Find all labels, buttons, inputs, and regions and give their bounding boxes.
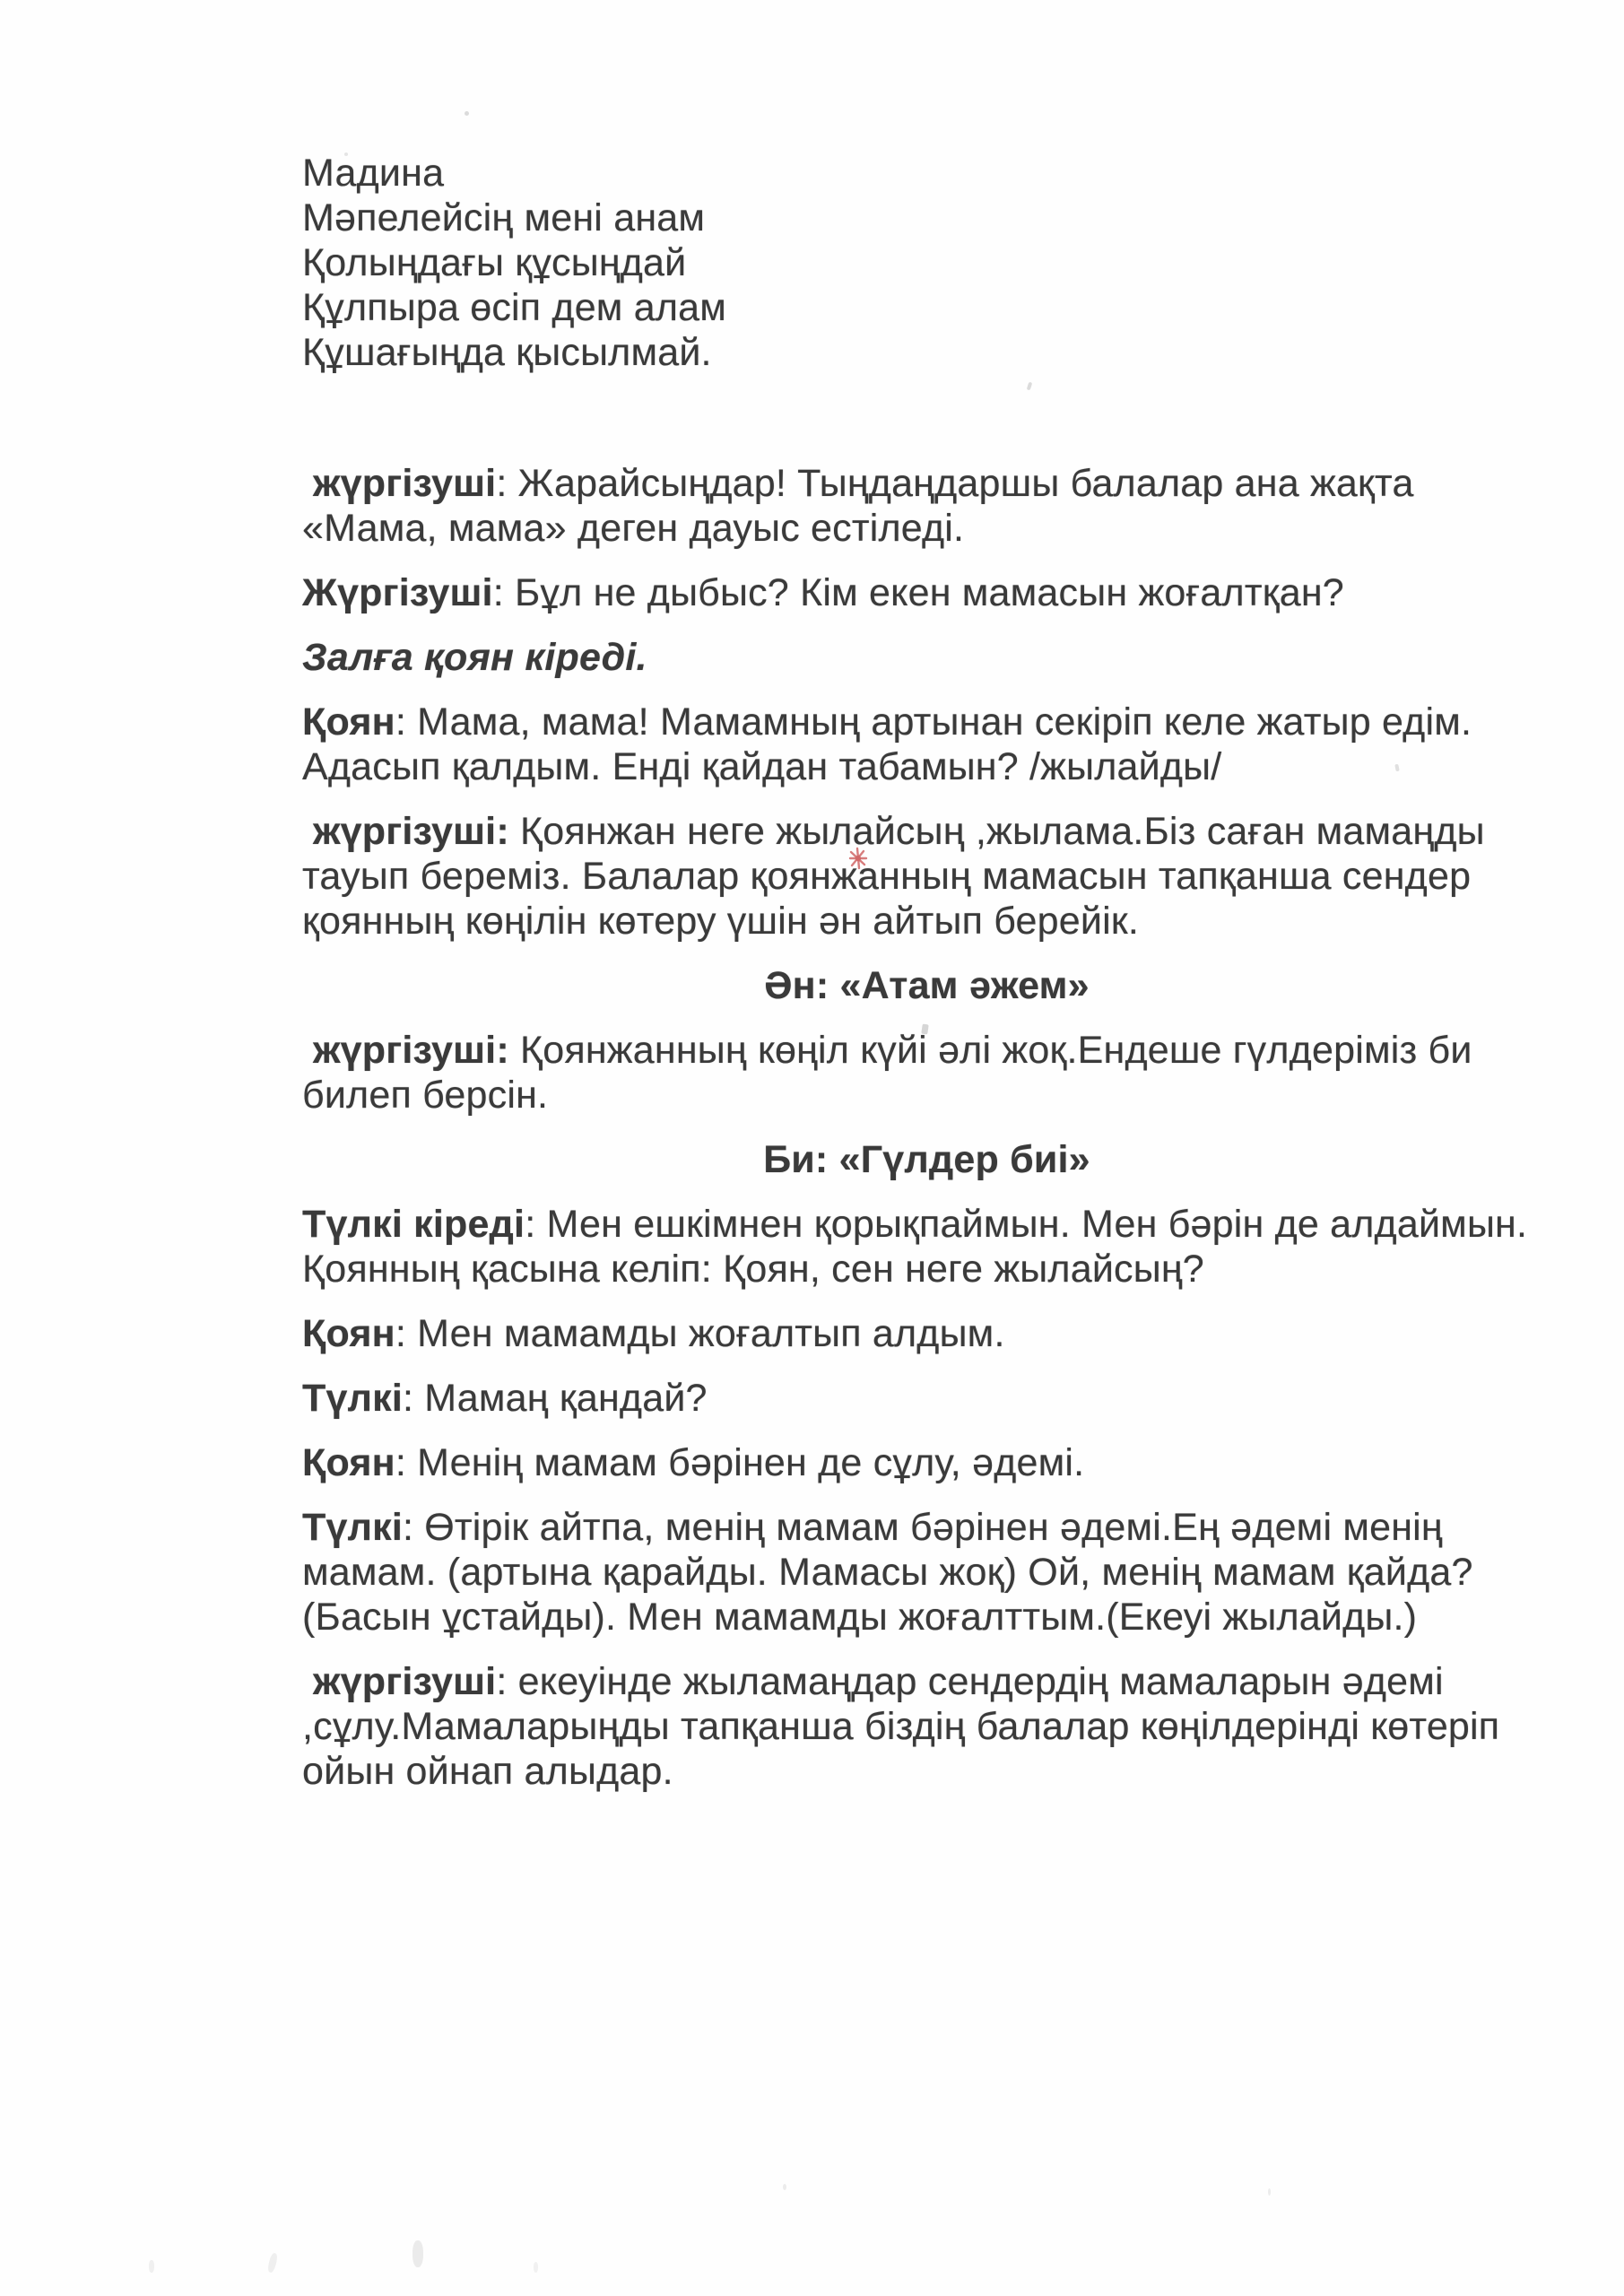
dialog-text: : Мама, мама! Мамамның артынан секіріп келе жатыр едім. Адасып қалдым. Енді қайдан табамын? /жылайды/ — [302, 700, 1472, 788]
scan-smudge — [149, 2260, 154, 2273]
dialog-fox-brags — [302, 1505, 1551, 1639]
dance-heading: Би: «Гүлдер биі» — [763, 1138, 1090, 1181]
speaker-name: Түлкі кіреді — [302, 1203, 525, 1246]
dialog-host-dance-intro — [302, 1028, 1551, 1118]
dialog-rabbit-lost — [302, 1311, 1551, 1356]
speaker-name: жүргізуші — [313, 462, 497, 505]
speaker-name: Түлкі — [302, 1506, 403, 1549]
scan-speck — [1268, 2188, 1271, 2196]
dialog-text: : Менің мамам бәрінен де сұлу, әдемі. — [395, 1441, 1085, 1484]
dialog-rabbit — [302, 700, 1551, 789]
speaker-name: жүргізуші: — [313, 810, 509, 853]
stage-direction: Залға қоян кіреді. — [302, 636, 647, 679]
scan-smudge — [534, 2262, 538, 2273]
scan-smudge — [266, 2252, 278, 2273]
dialog-text: : екеуінде жыламаңдар сендердің мамаларын әдемі ,сұлу.Мамаларыңды тапқанша біздің балалар көңілдерінді көтеріп ойын ойнап алыдар. — [302, 1660, 1500, 1793]
speaker-name: Түлкі — [302, 1377, 403, 1420]
speaker-name: Қоян — [302, 700, 395, 744]
poem-line: Мадина — [302, 152, 445, 195]
scan-speck — [783, 2184, 786, 2190]
dialog-host-intro — [302, 461, 1551, 551]
scan-speck — [344, 152, 348, 156]
dialog-text: Қоянжан неге жылайсың ,жылама.Біз саған мамаңды тауып береміз. Балалар қоянжанның мамасын тапқанша сендер қоянның көңілін көтеру үшін ән айтып берейік. — [302, 810, 1485, 943]
dialog-text: : Мамаң қандай? — [402, 1377, 708, 1420]
dialog-text: : Бұл не дыбыс? Кім екен мамасын жоғалтқан? — [492, 571, 1344, 614]
script-text-block — [302, 151, 1551, 1813]
dialog-host-final — [302, 1659, 1551, 1794]
poem-line: Мәпелейсің мені анам — [302, 196, 706, 239]
speaker-name: Жүргізуші — [302, 571, 493, 614]
scan-smudge — [413, 2240, 423, 2267]
dialog-text: : Жарайсыңдар! Тыңдаңдаршы балалар ана жақта «Мама, мама» деген дауыс естіледі. — [302, 462, 1414, 550]
red-correction-mark — [848, 847, 868, 870]
speaker-name: жүргізуші: — [313, 1029, 509, 1072]
scan-speck — [465, 111, 469, 116]
poem-line: Қолыңдағы құсыңдай — [302, 241, 687, 284]
dialog-rabbit-describes — [302, 1440, 1551, 1485]
dialog-text: Қоянжанның көңіл күйі әлі жоқ.Ендеше гүлдеріміз би билеп берсін. — [302, 1029, 1472, 1117]
dialog-host-question — [302, 570, 1551, 615]
poem-line: Құшағыңда қысылмай. — [302, 331, 712, 374]
song-heading: Ән: «Атам әжем» — [764, 964, 1090, 1007]
poem-line: Құлпыра өсіп дем алам — [302, 286, 727, 329]
dialog-fox-enters — [302, 1202, 1551, 1292]
dialog-host-comfort — [302, 809, 1551, 944]
speaker-name: Қоян — [302, 1441, 395, 1484]
speaker-name: жүргізуші — [313, 1660, 497, 1703]
dialog-text: : Мен ешкімнен қорықпаймын. Мен бәрін де алдаймын. Қоянның қасына келіп: Қоян, сен неге жылайсың? — [302, 1203, 1528, 1291]
poem-block — [302, 151, 1551, 375]
dialog-text: : Өтірік айтпа, менің мамам бәрінен әдемі.Ең әдемі менің мамам. (артына қарайды. Мамасы жоқ) Ой, менің мамам қайда? (Басын ұстайды). Мен мамамды жоғалттым.(Екеуі жылайды.) — [302, 1506, 1473, 1639]
speaker-name: Қоян — [302, 1312, 395, 1355]
dialog-text: : Мен мамамды жоғалтып алдым. — [395, 1312, 1005, 1355]
dialog-fox-asks — [302, 1376, 1551, 1421]
